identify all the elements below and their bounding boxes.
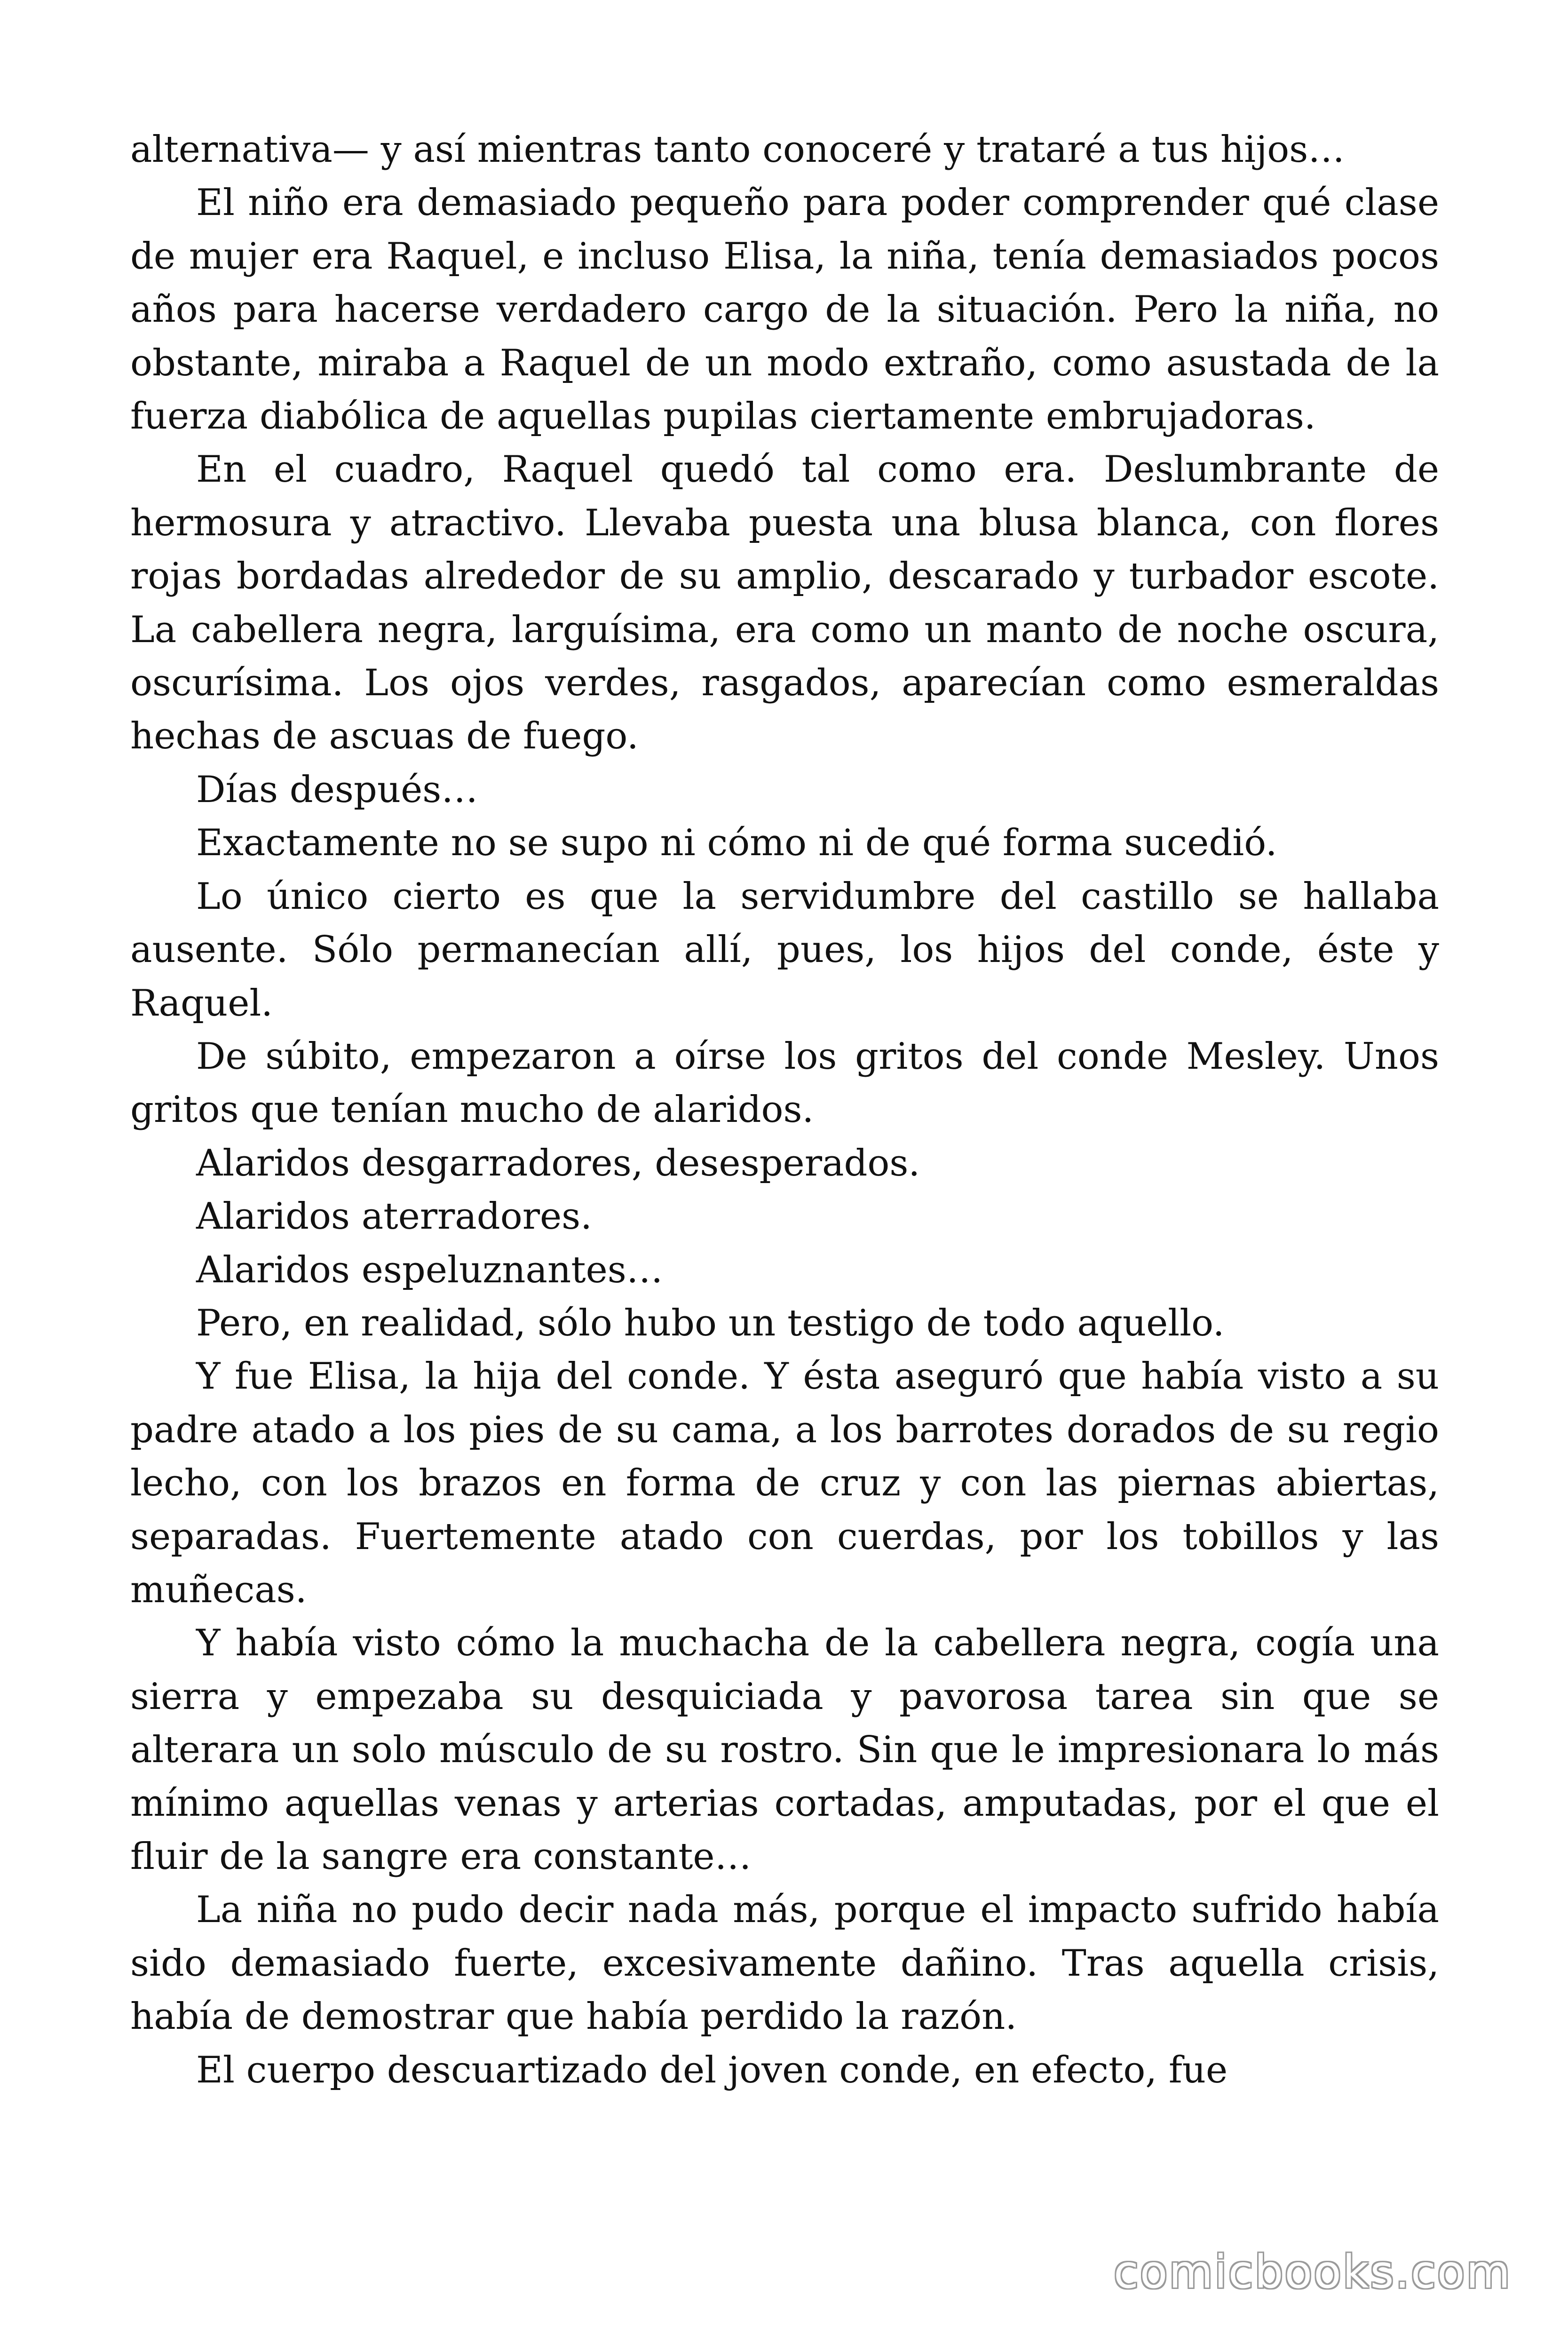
paragraph: Días después… bbox=[196, 768, 478, 811]
paragraph: En el cuadro, Raquel quedó tal como era. Deslumbrante de hermosura y atractivo. Llevaba puesta una blusa blanca, con flores rojas bordadas alrededor de su amplio, descarado y turbador escote. La cabellera negra, larguísima, era como un manto de noche oscura, oscurísima. Los ojos verdes, rasgados, aparecían como esmeraldas hechas de ascuas de fuego. bbox=[130, 448, 1439, 758]
paragraph: Alaridos espeluznantes… bbox=[196, 1248, 663, 1291]
paragraph: Y fue Elisa, la hija del conde. Y ésta aseguró que había visto a su padre atado a los pies de su cama, a los barrotes dorados de su regio lecho, con los brazos en forma de cruz y con las piernas abiertas, separadas. Fuertemente atado con cuerdas, por los tobillos y las muñecas. bbox=[130, 1355, 1439, 1611]
paragraph: Pero, en realidad, sólo hubo un testigo de todo aquello. bbox=[196, 1302, 1225, 1344]
paragraph: El niño era demasiado pequeño para poder comprender qué clase de mujer era Raquel, e incluso Elisa, la niña, tenía demasiados pocos años para hacerse verdadero cargo de la situación. Pero la niña, no obstante, miraba a Raquel de un modo extraño, como asustada de la fuerza diabólica de aquellas pupilas ciertamente embrujadoras. bbox=[130, 182, 1439, 438]
paragraph: Exactamente no se supo ni cómo ni de qué forma sucedió. bbox=[196, 822, 1277, 865]
body-text bbox=[130, 123, 1439, 2097]
paragraph: De súbito, empezaron a oírse los gritos del conde Mesley. Unos gritos que tenían mucho de alaridos. bbox=[130, 1035, 1439, 1131]
paragraph: La niña no pudo decir nada más, porque el impacto sufrido había sido demasiado fuerte, excesivamente dañino. Tras aquella crisis, había de demostrar que había perdido la razón. bbox=[130, 1889, 1439, 2038]
paragraph-last: El cuerpo descuartizado del joven conde, en efecto, fue bbox=[196, 2049, 1228, 2091]
paragraph: Y había visto cómo la muchacha de la cabellera negra, cogía una sierra y empezaba su desquiciada y pavorosa tarea sin que se alterara un solo músculo de su rostro. Sin que le impresionara lo más mínimo aquellas venas y arterias cortadas, amputadas, por el que el fluir de la sangre era constante… bbox=[130, 1622, 1439, 1878]
paragraph: Lo único cierto es que la servidumbre del castillo se hallaba ausente. Sólo permanecían allí, pues, los hijos del conde, éste y Raquel. bbox=[130, 875, 1439, 1025]
paragraph: Alaridos desgarradores, desesperados. bbox=[196, 1142, 920, 1184]
paragraph-continuation: alternativa— y así mientras tanto conoceré y trataré a tus hijos… bbox=[130, 128, 1345, 171]
watermark-logo: comicbooks.com bbox=[1113, 2246, 1512, 2298]
paragraph: Alaridos aterradores. bbox=[196, 1195, 592, 1238]
